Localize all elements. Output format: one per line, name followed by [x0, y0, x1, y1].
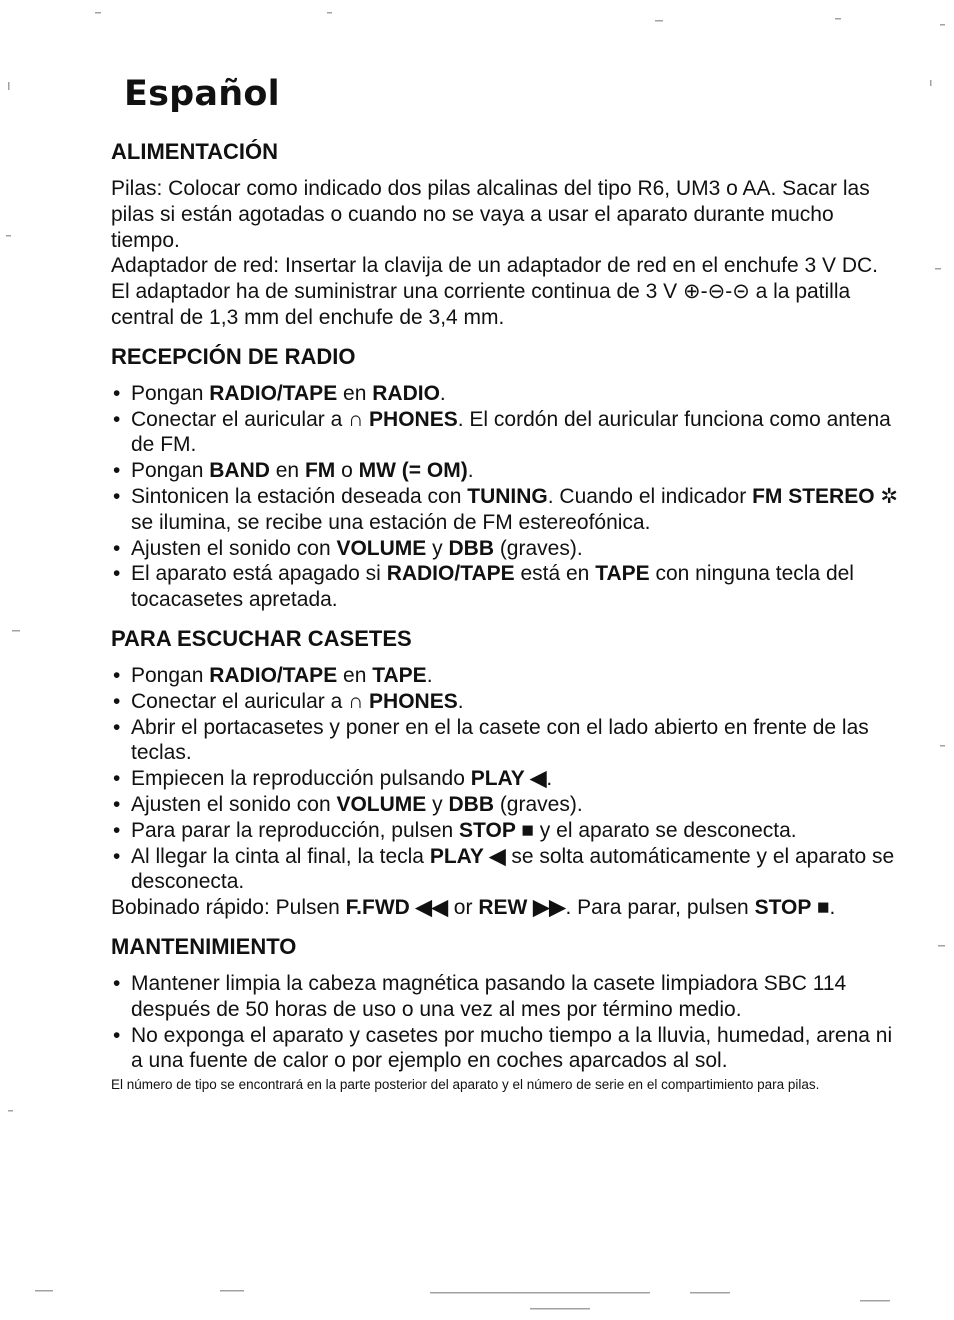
bold-term: STOP ■	[754, 896, 830, 920]
list-item	[111, 844, 901, 896]
bold-term: PHONES	[369, 407, 458, 431]
bold-term: RADIO/TAPE	[209, 663, 338, 687]
bold-term: REW ▶▶	[478, 896, 566, 920]
bold-term: PLAY ◀	[470, 767, 547, 791]
bold-term: VOLUME	[336, 536, 427, 560]
list-item	[111, 663, 901, 689]
text-run: se solta automáticamente y el aparato se desconecta.	[131, 844, 895, 894]
bullet-list	[111, 663, 901, 895]
text-run: Ajusten el sonido con	[131, 536, 337, 560]
text-run: en	[337, 381, 373, 405]
text-run: Pongan	[131, 663, 210, 687]
section-heading: RECEPCIÓN DE RADIO	[111, 343, 356, 369]
text-run: Conectar el auricular a ∩	[131, 407, 370, 431]
text-run: y	[426, 536, 449, 560]
text-run: . Para parar, pulsen	[565, 896, 755, 920]
paragraph	[111, 253, 901, 330]
text-run: No exponga el aparato y casetes por mucho tiempo a la lluvia, humedad, arena ni a una fuente de calor o por ejemplo en coches aparcados al sol.	[131, 1023, 893, 1073]
list-item	[111, 689, 901, 715]
bold-term: RADIO	[372, 381, 440, 405]
text-run: Para parar la reproducción, pulsen	[131, 818, 460, 842]
text-run: (graves).	[493, 536, 583, 560]
text-run: Mantener limpia la cabeza magnética pasando la casete limpiadora SBC 114 después de 50 horas de uso o una vez al mes por término medio.	[131, 971, 847, 1021]
section-heading: PARA ESCUCHAR CASETES	[111, 625, 412, 651]
text-run: Empiecen la reproducción pulsando	[131, 767, 471, 791]
text-run: El aparato está apagado si	[131, 562, 387, 586]
bold-term: RADIO/TAPE	[386, 562, 515, 586]
text-run: Al llegar la cinta al final, la tecla	[131, 844, 430, 868]
list-item	[111, 458, 901, 484]
bold-term: VOLUME	[336, 792, 427, 816]
bold-term: MW (= OM)	[358, 459, 468, 483]
text-run: Pongan	[131, 459, 210, 483]
list-item	[111, 484, 901, 536]
list-item	[111, 766, 901, 792]
bold-term: TAPE	[595, 562, 650, 586]
bold-term: STOP ■	[459, 818, 534, 842]
bold-term: PLAY ◀	[429, 844, 506, 868]
section-recepcion-radio	[111, 343, 901, 613]
text-run: . Cuando el indicador	[547, 484, 753, 508]
text-run: .	[457, 689, 464, 713]
bold-term: TAPE	[372, 663, 427, 687]
list-item	[111, 561, 901, 613]
bold-term: TUNING	[467, 484, 548, 508]
section-heading: ALIMENTACIÓN	[111, 139, 279, 164]
text-run: ✲ se ilumina, se recibe una estación de FM estereofónica.	[131, 484, 899, 534]
section-alimentacion	[111, 138, 901, 331]
list-item	[111, 536, 901, 562]
text-run: .	[426, 663, 433, 687]
text-run: .	[439, 381, 446, 405]
section-heading: MANTENIMIENTO	[111, 933, 297, 959]
text-run: y	[426, 792, 449, 816]
text-run: Pongan	[131, 381, 210, 405]
text-run: Bobinado rápido: Pulsen	[111, 896, 346, 920]
list-item	[111, 971, 901, 1023]
text-run: Abrir el portacasetes y poner en el la casete con el lado abierto en frente de las teclas.	[131, 715, 869, 765]
bold-term: F.FWD ◀◀	[345, 896, 448, 920]
content-body	[111, 138, 901, 1101]
list-item	[111, 1023, 901, 1075]
text-run: Conectar el auricular a ∩	[131, 689, 370, 713]
fast-wind-note	[111, 895, 901, 921]
text-run: y el aparato se desconecta.	[533, 818, 797, 842]
bold-term: PHONES	[369, 689, 458, 713]
section-escuchar-casetes	[111, 625, 901, 921]
list-item	[111, 818, 901, 844]
bold-term: BAND	[209, 459, 270, 483]
text-run: or	[447, 896, 479, 920]
list-item	[111, 715, 901, 767]
text-run: en	[269, 459, 305, 483]
text-run: Sintonicen la estación deseada con	[131, 484, 468, 508]
text-run: con ninguna tecla del tocacasetes apretada.	[131, 562, 854, 612]
list-item	[111, 792, 901, 818]
bold-term: FM	[304, 459, 336, 483]
text-run: .	[467, 459, 474, 483]
bold-term: DBB	[448, 792, 494, 816]
paragraph	[111, 176, 901, 253]
footnote: El número de tipo se encontrará en la parte posterior del aparato y el número de serie en el compartimiento para pilas.	[111, 1077, 820, 1093]
text-run: . El cordón del auricular funciona como antena de FM.	[131, 407, 891, 457]
bold-term: FM STEREO	[752, 484, 875, 508]
text-run: está en	[514, 562, 596, 586]
page-title: Español	[124, 74, 280, 114]
text-run: o	[335, 459, 359, 483]
list-item	[111, 381, 901, 407]
bullet-list	[111, 971, 901, 1074]
text-run: .	[829, 896, 836, 920]
bold-term: DBB	[448, 536, 494, 560]
text-run: (graves).	[493, 792, 583, 816]
text-run: en	[337, 663, 373, 687]
text-run: .	[546, 767, 553, 791]
bullet-list	[111, 381, 901, 613]
list-item	[111, 407, 901, 459]
section-mantenimiento	[111, 933, 901, 1093]
text-run: Ajusten el sonido con	[131, 792, 337, 816]
text-run: Adaptador de red: Insertar la clavija de un adaptador de red en el enchufe 3 V DC. El adaptador ha de suministrar una corriente continua de 3 V ⊕-⊖-⊝ a la patilla central de 1,3 mm del enchufe de 3,4 mm.	[111, 254, 878, 329]
text-run: Pilas: Colocar como indicado dos pilas alcalinas del tipo R6, UM3 o AA. Sacar las pilas si están agotadas o cuando no se vaya a usar el aparato durante mucho tiempo.	[111, 177, 870, 252]
bold-term: RADIO/TAPE	[209, 381, 338, 405]
